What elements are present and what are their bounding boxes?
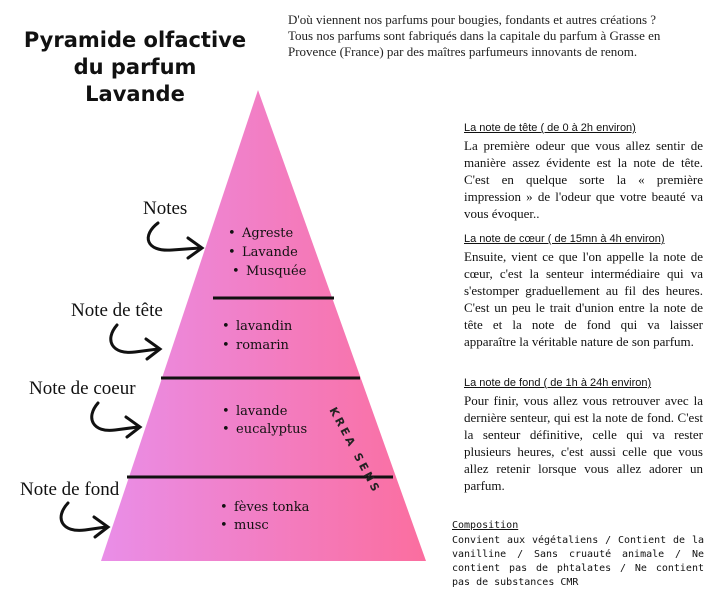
title-line-1: Pyramide olfactive <box>23 28 247 52</box>
title-line-3: Lavande <box>85 82 185 106</box>
section-coeur-body: Ensuite, vient ce que l'on appelle la note de cœur, c'est la senteur intermédiaire qui va s'estomper graduellement au fil des heures. C'est un peu le trait d'union entre la note de tête et la note de fond qui va laisser apparaître la véritable nature de son parfum. <box>464 249 703 349</box>
section-coeur-heading: La note de cœur ( de 15mn à 4h environ) <box>464 233 665 245</box>
arrow-tete-icon <box>111 325 160 359</box>
label-notes: Notes <box>143 198 188 219</box>
label-note-de-tete: Note de tête <box>71 300 163 321</box>
tier-2-item-1: • lavandin <box>222 319 292 334</box>
section-tete-heading: La note de tête ( de 0 à 2h environ) <box>464 122 636 134</box>
brand-watermark: KREA SENS <box>326 405 384 497</box>
tier-2-item-2: • romarin <box>222 338 289 353</box>
intro-line-2: Tous nos parfums sont fabriqués dans la capitale du parfum à Grasse en <box>288 28 661 43</box>
intro-line-1: D'où viennent nos parfums pour bougies, fondants et autres créations ? <box>288 12 657 27</box>
tier-1-item-2: • Lavande <box>228 245 298 260</box>
composition-heading: Composition <box>452 520 519 531</box>
title-line-2: du parfum <box>73 55 197 79</box>
tier-1-item-3: • Musquée <box>232 264 306 279</box>
arrow-fond-icon <box>61 503 108 537</box>
tier-3-item-1: • lavande <box>222 404 287 419</box>
arrow-coeur-icon <box>92 403 140 437</box>
label-note-de-fond: Note de fond <box>20 479 120 500</box>
tier-4-item-2: • musc <box>220 518 269 533</box>
tier-3-item-2: • eucalyptus <box>222 422 307 437</box>
label-note-de-coeur: Note de coeur <box>29 378 136 399</box>
tier-1-item-1: • Agreste <box>228 226 293 241</box>
arrow-notes-icon <box>148 223 202 258</box>
tier-4-item-1: • fèves tonka <box>220 500 309 515</box>
section-fond-heading: La note de fond ( de 1h à 24h environ) <box>464 377 652 389</box>
section-fond-body: Pour finir, vous allez vous retrouver avec la dernière senteur, qui est la note de fond. C'est la senteur définitive, celle qui va rester plusieurs heures, c'est aussi celle que vous allez retenir lorsque vous allez adorer un parfum. <box>464 393 703 493</box>
composition-body: Convient aux végétaliens / Contient de la vanilline / Sans cruauté animale / Ne contient pas de phtalates / Ne contient pas de substances CMR <box>452 535 704 588</box>
intro-line-3: Provence (France) par des maîtres parfumeurs innovants de renom. <box>288 44 638 59</box>
section-tete-body: La première odeur que vous allez sentir de manière assez évidente est la note de tête. C'est en quelque sorte la « première impression » de l'odeur que votre beauté va vous évoquer.. <box>464 138 703 221</box>
